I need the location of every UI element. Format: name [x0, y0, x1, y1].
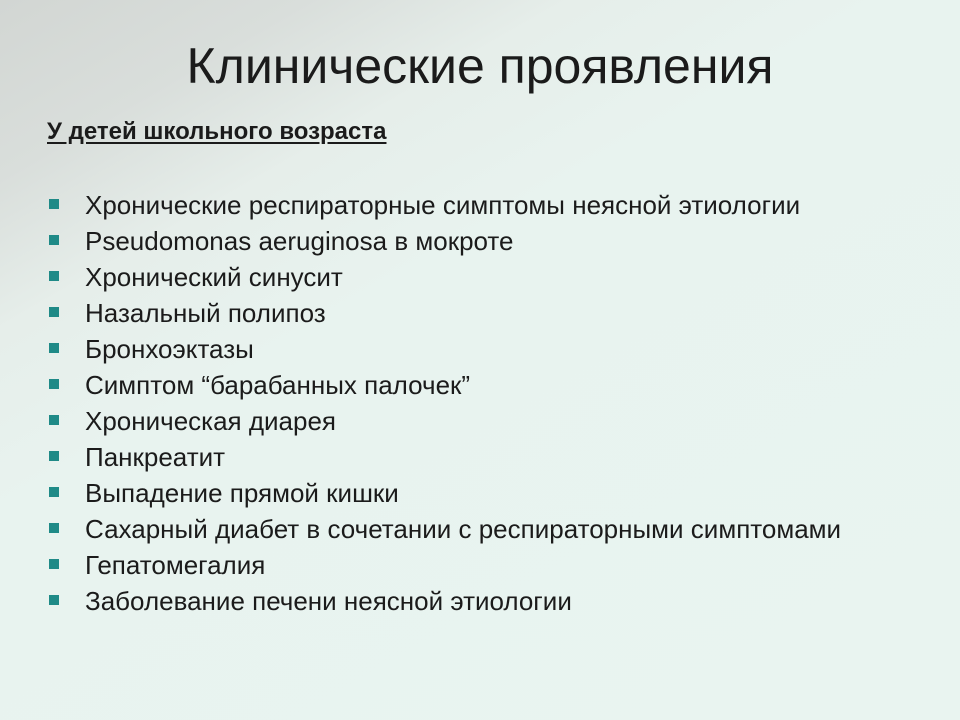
- square-bullet-icon: [49, 343, 59, 353]
- square-bullet-icon: [49, 415, 59, 425]
- list-item: [48, 227, 928, 256]
- list-item-text: Выпадение прямой кишки: [85, 478, 399, 508]
- list-item-text: Хронический синусит: [85, 262, 343, 292]
- list-item-text: Сахарный диабет в сочетании с респираторными симптомами: [85, 514, 842, 544]
- square-bullet-icon: [49, 271, 59, 281]
- list-item-text: Назальный полипоз: [85, 298, 326, 328]
- square-bullet-icon: [49, 523, 59, 533]
- square-bullet-icon: [49, 487, 59, 497]
- square-bullet-icon: [49, 379, 59, 389]
- list-item-text: Заболевание печени неясной этиологии: [85, 586, 572, 616]
- list-item: [48, 443, 928, 472]
- list-item: [48, 335, 928, 364]
- list-item-text: Хронические респираторные симптомы неясной этиологии: [85, 190, 801, 220]
- square-bullet-icon: [49, 307, 59, 317]
- list-item-text: Симптом “барабанных палочек”: [85, 370, 471, 400]
- square-bullet-icon: [49, 199, 59, 209]
- list-item: [48, 479, 928, 508]
- list-item-text: Гепатомегалия: [85, 550, 266, 580]
- list-item: [48, 299, 928, 328]
- square-bullet-icon: [49, 451, 59, 461]
- list-item: [48, 371, 928, 400]
- slide-subtitle: У детей школьного возраста: [47, 118, 387, 145]
- square-bullet-icon: [49, 559, 59, 569]
- list-item: [48, 191, 928, 220]
- slide-title: Клинические проявления: [186, 38, 774, 94]
- list-item: [48, 587, 928, 616]
- list-item-text: Панкреатит: [85, 442, 226, 472]
- list-item-text: Хроническая диарея: [85, 406, 337, 436]
- list-item: [48, 263, 928, 292]
- square-bullet-icon: [49, 595, 59, 605]
- symptom-list: [48, 191, 928, 623]
- list-item-text: Pseudomonas aeruginosa в мокроте: [85, 226, 514, 256]
- list-item: [48, 407, 928, 436]
- list-item: [48, 551, 928, 580]
- list-item: [48, 515, 928, 544]
- list-item-text: Бронхоэктазы: [85, 334, 254, 364]
- square-bullet-icon: [49, 235, 59, 245]
